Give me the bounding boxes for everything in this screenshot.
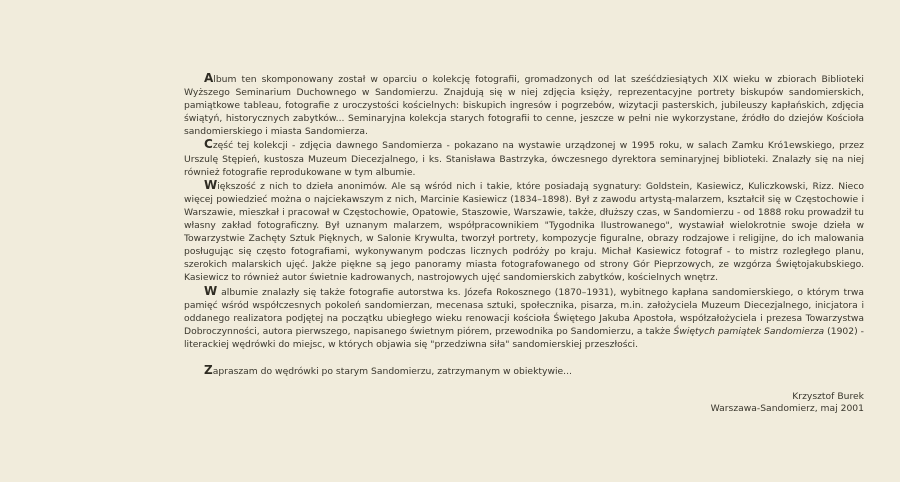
paragraph-text: apraszam do wędrówki po starym Sandomierzu, zatrzymanym w obiektywie... xyxy=(212,365,572,377)
paragraph-2 xyxy=(184,138,864,178)
paragraph-initial: W xyxy=(204,177,218,192)
paragraph-text: iększość z nich to dzieła anonimów. Ale są wśród nich i takie, które posiadają sygnatury: Goldstein, Kasiewicz, Kuliczkowski, Rizz. Nieco więcej powiedzieć można o najciekawszym z nich, Marcinie Kasiewicz (1834–1898). Był z zawodu artystą-malarzem, kształcił się w Częstochowie i Warszawie, mieszkał i pracował w Częstochowie, Opatowie, Staszowie, Warszawie, także, dłuższy czas, w Sandomierzu - od 1888 roku prowadził tu własny zakład fotograficzny. Był uznanym malarzem, współpracownikiem "Tygodnika Ilustrowanego", wystawiał wielokrotnie swoje dzieła w Towarzystwie Zachęty Sztuk Pięknych, w Salonie Krywulta, tworzył portrety, kompozycje figuralne, obrazy rodzajowe i religijne, do ich malowania posługując się często fotografiami, wykonywanym podczas licznych podróży po kraju. Michał Kasiewicz fotograf - to mistrz rozległego planu, szerokich malarskich ujęć. Jakże piękne są jego panoramy miasta fotografowanego od strony Gór Pieprzowych, ze wzgórza Świętojakubskiego. Kasiewicz to również autor świetnie kadrowanych, nastrojowych ujęć sandomierskich zabytków, kościelnych wnętrz. xyxy=(184,180,864,284)
signature-place-date: Warszawa-Sandomierz, maj 2001 xyxy=(710,403,864,415)
album-introduction-text xyxy=(184,72,864,415)
signature-author: Krzysztof Burek xyxy=(792,391,864,403)
paragraph-text: (1902) - literackiej wędrówki do miejsc, w których objawia się "przedziwna siła" sandomierskiej przeszłości. xyxy=(184,325,864,350)
paragraph-5 xyxy=(184,364,864,378)
paragraph-initial: C xyxy=(204,137,213,152)
paragraph-3 xyxy=(184,179,864,285)
book-title: Świętych pamiątek Sandomierza xyxy=(673,325,825,337)
paragraph-1 xyxy=(184,72,864,138)
paragraph-4 xyxy=(184,285,864,351)
paragraph-text: lbum ten skomponowany został w oparciu o kolekcję fotografii, gromadzonych od lat sześćdziesiątych XIX wieku w zbiorach Biblioteki Wyższego Seminarium Duchownego w Sandomierzu. Znajdują się w niej zdjęcia księży, reprezentacyjne portrety biskupów sandomierskich, pamiątkowe tableau, fotografie z uroczystości kościelnych: biskupich ingresów i pogrzebów, wizytacji pasterskich, jubileuszy kapłańskich, zdjęcia świątyń, historycznych zabytków... Seminaryjna kolekcja starych fotografii to cenne, jeszcze w pełni nie wykorzystane, źródło do dziejów Kościoła sandomierskiego i miasta Sandomierza. xyxy=(184,74,864,138)
paragraph-initial: Z xyxy=(204,362,213,377)
paragraph-text: zęść tej kolekcji - zdjęcia dawnego Sandomierza - pokazano na wystawie urządzonej w 1995 roku, w salach Zamku Kró1ewskiego, przez Urszulę Stępień, kustosza Muzeum Diecezjalnego, i ks. Stanisława Bastrzyka, ówczesnego dyrektora seminaryjnej biblioteki. Znalazły się na niej również fotografie reprodukowane w tym albumie. xyxy=(184,140,864,178)
signature xyxy=(184,391,864,415)
paragraph-text: albumie znalazły się także fotografie autorstwa ks. Józefa Rokosznego (1870–1931), wybitnego kapłana sandomierskiego, o którym trwa pamięć wśród współczesnych pokoleń sandomierzan, mecenasa sztuki, społecznika, pisarza, m.in. założyciela Muzeum Diecezjalnego, inicjatora i oddanego realizatora podjętej na początku ubiegłego wieku renowacji kościoła Świętego Jakuba Apostoła, współzałożyciela i prezesa Towarzystwa Dobroczynności, autora pierwszego, napisanego świetnym piórem, przewodnika po Sandomierzu, a także xyxy=(184,286,864,337)
paragraph-initial: A xyxy=(204,71,214,85)
paragraph-initial: W xyxy=(204,283,218,298)
